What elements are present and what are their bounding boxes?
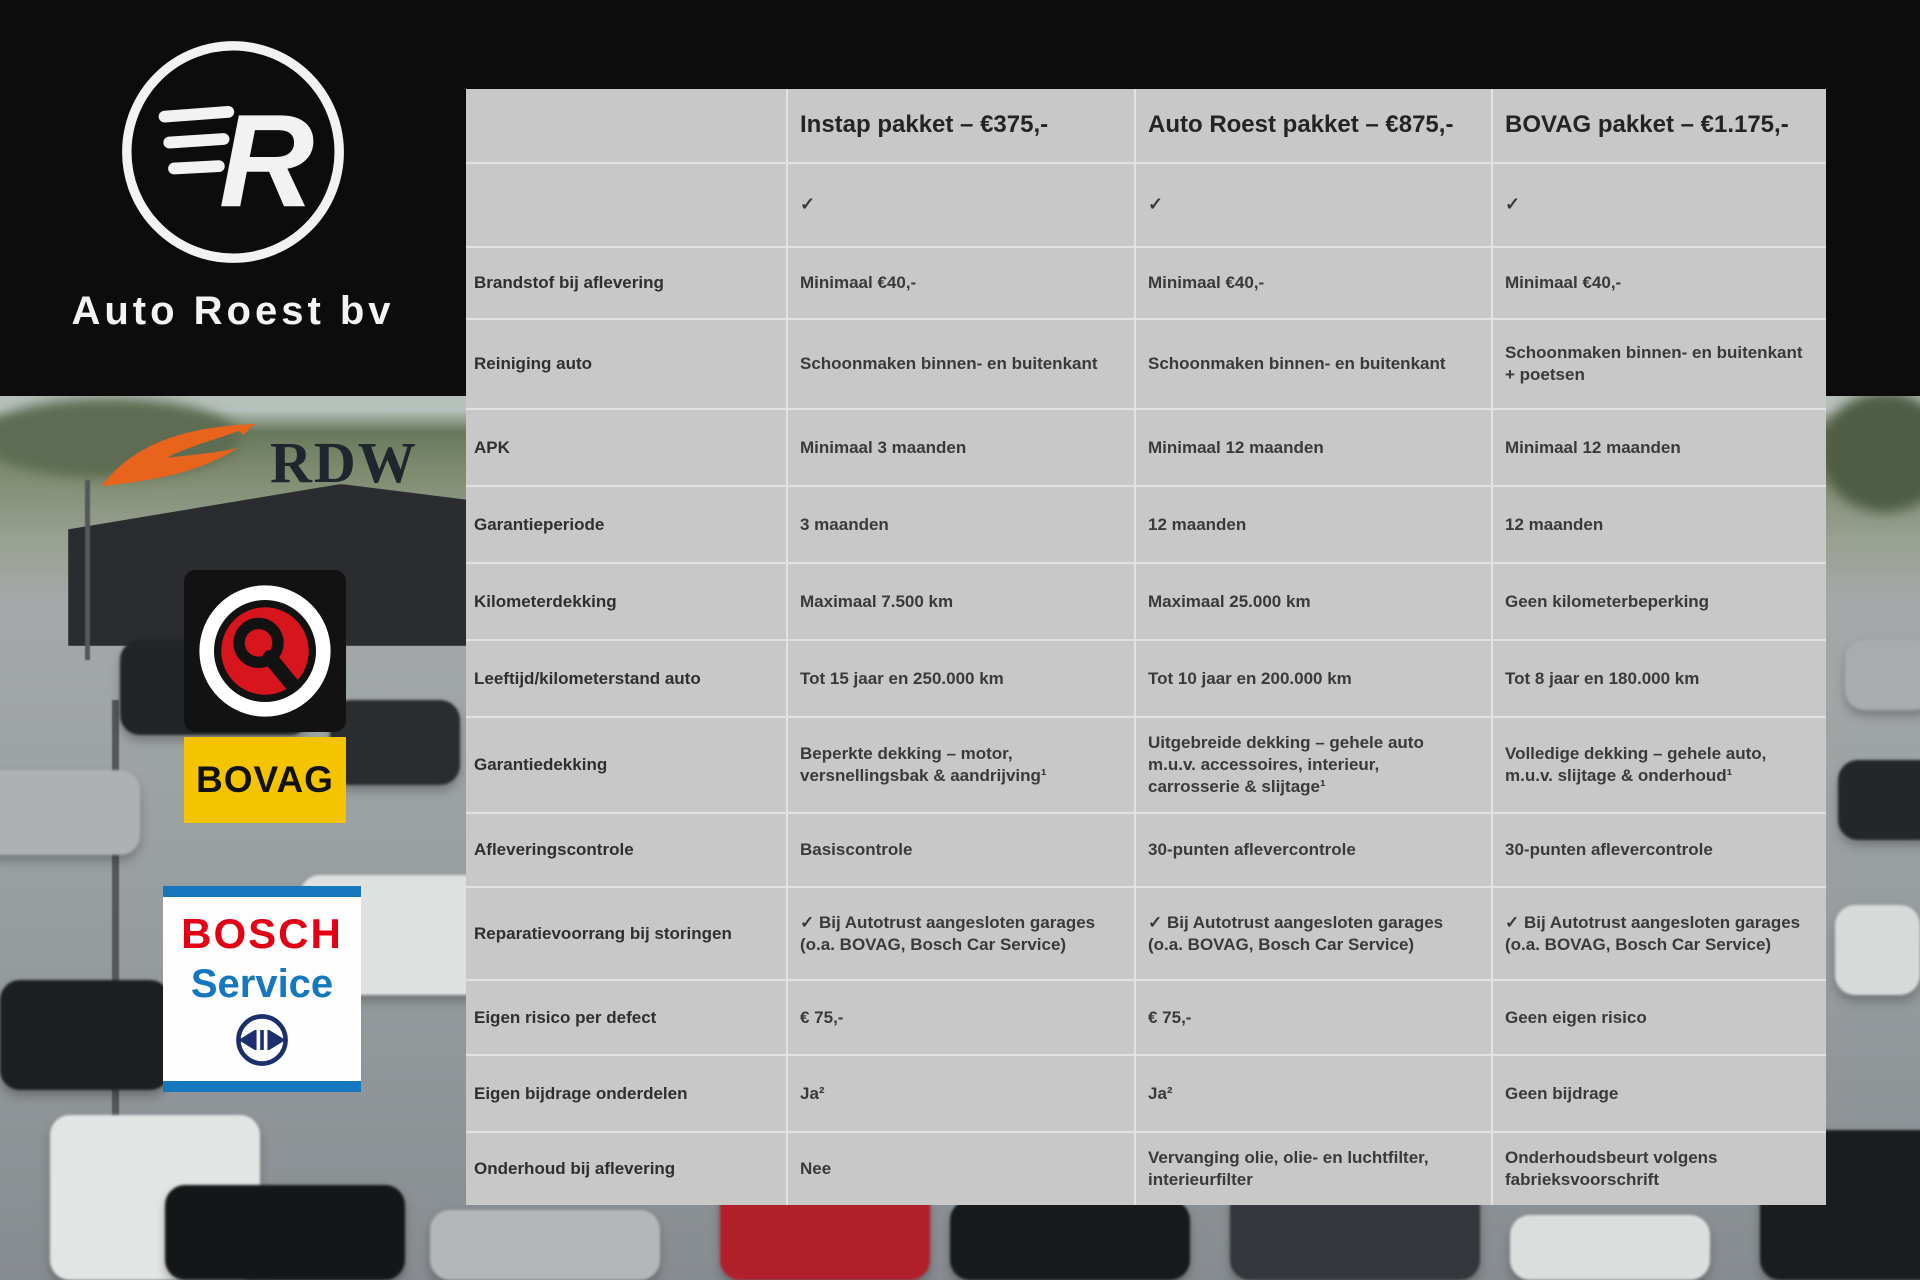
cell-bovag-pakket: ✓ Bij Autotrust aangesloten garages (o.a. BOVAG, Bosch Car Service) bbox=[1491, 888, 1826, 979]
header-auto-roest-pakket: Auto Roest pakket – €875,- bbox=[1134, 89, 1491, 162]
bovag-emblem-icon bbox=[184, 570, 346, 732]
cell-auto-roest-pakket: 12 maanden bbox=[1134, 487, 1491, 562]
table-row bbox=[466, 641, 1826, 718]
car-shape bbox=[430, 1210, 660, 1280]
cell-bovag-pakket: 12 maanden bbox=[1491, 487, 1826, 562]
car-shape bbox=[1845, 640, 1920, 710]
table-row bbox=[466, 1056, 1826, 1133]
cell-instap-pakket: € 75,- bbox=[786, 981, 1134, 1054]
car-shape bbox=[0, 770, 140, 855]
bosch-service-logo bbox=[163, 886, 361, 1092]
cell-auto-roest-pakket: Minimaal 12 maanden bbox=[1134, 410, 1491, 485]
auto-roest-monogram-icon bbox=[115, 34, 351, 270]
row-label bbox=[466, 164, 786, 246]
table-row bbox=[466, 487, 1826, 564]
cell-bovag-pakket: ✓ bbox=[1491, 164, 1826, 246]
cell-instap-pakket: Beperkte dekking – motor, versnellingsbak & aandrijving¹ bbox=[786, 718, 1134, 812]
header-instap-pakket: Instap pakket – €375,- bbox=[786, 89, 1134, 162]
cell-bovag-pakket: Geen eigen risico bbox=[1491, 981, 1826, 1054]
cell-instap-pakket: ✓ bbox=[786, 164, 1134, 246]
row-label: Eigen risico per defect bbox=[474, 1007, 657, 1027]
cell-instap-pakket: Basiscontrole bbox=[786, 814, 1134, 886]
cell-auto-roest-pakket: Schoonmaken binnen- en buitenkant bbox=[1134, 320, 1491, 408]
table-row bbox=[466, 248, 1826, 320]
bovag-logo bbox=[184, 570, 346, 823]
cell-instap-pakket: Maximaal 7.500 km bbox=[786, 564, 1134, 639]
bosch-brand-text: BOSCH bbox=[181, 909, 343, 957]
cell-auto-roest-pakket: Uitgebreide dekking – gehele auto m.u.v. accessoires, interieur, carrosserie & slijtage¹ bbox=[1134, 718, 1491, 812]
auto-roest-logo bbox=[0, 0, 466, 334]
rdw-wing-icon bbox=[96, 412, 266, 512]
cell-auto-roest-pakket: ✓ bbox=[1134, 164, 1491, 246]
cell-instap-pakket: ✓ Bij Autotrust aangesloten garages (o.a. BOVAG, Bosch Car Service) bbox=[786, 888, 1134, 979]
car-shape bbox=[1835, 905, 1920, 995]
bosch-service-text: Service bbox=[190, 961, 334, 1006]
cell-instap-pakket: Ja² bbox=[786, 1056, 1134, 1131]
table-row bbox=[466, 814, 1826, 888]
car-shape bbox=[165, 1185, 405, 1280]
car-shape bbox=[1510, 1215, 1710, 1280]
row-label: Reiniging auto bbox=[474, 354, 593, 374]
cell-bovag-pakket: Volledige dekking – gehele auto, m.u.v. slijtage & onderhoud¹ bbox=[1491, 718, 1826, 812]
car-shape bbox=[330, 700, 460, 785]
car-shape bbox=[950, 1200, 1190, 1280]
cell-auto-roest-pakket: Minimaal €40,- bbox=[1134, 248, 1491, 318]
cell-instap-pakket: Tot 15 jaar en 250.000 km bbox=[786, 641, 1134, 716]
table-row bbox=[466, 320, 1826, 410]
rdw-text: RDW bbox=[270, 429, 418, 495]
cell-auto-roest-pakket: Maximaal 25.000 km bbox=[1134, 564, 1491, 639]
car-shape bbox=[0, 980, 170, 1090]
svg-text:R: R bbox=[218, 87, 315, 236]
row-label: Reparatievoorrang bij storingen bbox=[474, 923, 732, 943]
table-row bbox=[466, 888, 1826, 981]
cell-auto-roest-pakket: 30-punten aflevercontrole bbox=[1134, 814, 1491, 886]
table-row bbox=[466, 564, 1826, 641]
table-row bbox=[466, 410, 1826, 487]
cell-instap-pakket: Minimaal 3 maanden bbox=[786, 410, 1134, 485]
row-label: APK bbox=[474, 437, 510, 457]
bovag-text: BOVAG bbox=[184, 737, 346, 823]
cell-instap-pakket: Nee bbox=[786, 1133, 1134, 1205]
package-comparison-table bbox=[466, 89, 1826, 1205]
cell-bovag-pakket: Minimaal €40,- bbox=[1491, 248, 1826, 318]
table-row bbox=[466, 718, 1826, 814]
cell-auto-roest-pakket: Ja² bbox=[1134, 1056, 1491, 1131]
row-label: Leeftijd/kilometerstand auto bbox=[474, 668, 701, 688]
tree-shape bbox=[1820, 392, 1920, 512]
cell-bovag-pakket: Minimaal 12 maanden bbox=[1491, 410, 1826, 485]
cell-bovag-pakket: 30-punten aflevercontrole bbox=[1491, 814, 1826, 886]
row-label: Onderhoud bij aflevering bbox=[474, 1159, 676, 1179]
row-label: Garantieperiode bbox=[474, 514, 605, 534]
cell-instap-pakket: Schoonmaken binnen- en buitenkant bbox=[786, 320, 1134, 408]
cell-auto-roest-pakket: Tot 10 jaar en 200.000 km bbox=[1134, 641, 1491, 716]
cell-auto-roest-pakket: € 75,- bbox=[1134, 981, 1491, 1054]
cell-bovag-pakket: Geen kilometerbeperking bbox=[1491, 564, 1826, 639]
row-label: Afleveringscontrole bbox=[474, 840, 634, 860]
cell-bovag-pakket: Schoonmaken binnen- en buitenkant + poetsen bbox=[1491, 320, 1826, 408]
bosch-armature-icon bbox=[233, 1011, 291, 1069]
header-empty bbox=[466, 89, 786, 162]
car-shape bbox=[1838, 760, 1920, 840]
cell-instap-pakket: 3 maanden bbox=[786, 487, 1134, 562]
table-row bbox=[466, 1133, 1826, 1205]
cell-bovag-pakket: Geen bijdrage bbox=[1491, 1056, 1826, 1131]
table-row bbox=[466, 981, 1826, 1056]
company-name: Auto Roest bv bbox=[71, 289, 395, 333]
row-label: Brandstof bij aflevering bbox=[474, 273, 664, 293]
row-label: Garantiedekking bbox=[474, 755, 608, 775]
cell-bovag-pakket: Tot 8 jaar en 180.000 km bbox=[1491, 641, 1826, 716]
table-row bbox=[466, 164, 1826, 248]
header-bovag-pakket: BOVAG pakket – €1.175,- bbox=[1491, 89, 1826, 162]
table-header-row bbox=[466, 89, 1826, 164]
light-pole bbox=[85, 480, 90, 660]
cell-auto-roest-pakket: Vervanging olie, olie- en luchtfilter, interieurfilter bbox=[1134, 1133, 1491, 1205]
row-label: Eigen bijdrage onderdelen bbox=[474, 1083, 688, 1103]
row-label: Kilometerdekking bbox=[474, 591, 617, 611]
cell-instap-pakket: Minimaal €40,- bbox=[786, 248, 1134, 318]
cell-bovag-pakket: Onderhoudsbeurt volgens fabrieksvoorschrift bbox=[1491, 1133, 1826, 1205]
cell-auto-roest-pakket: ✓ Bij Autotrust aangesloten garages (o.a. BOVAG, Bosch Car Service) bbox=[1134, 888, 1491, 979]
rdw-logo bbox=[96, 412, 418, 512]
